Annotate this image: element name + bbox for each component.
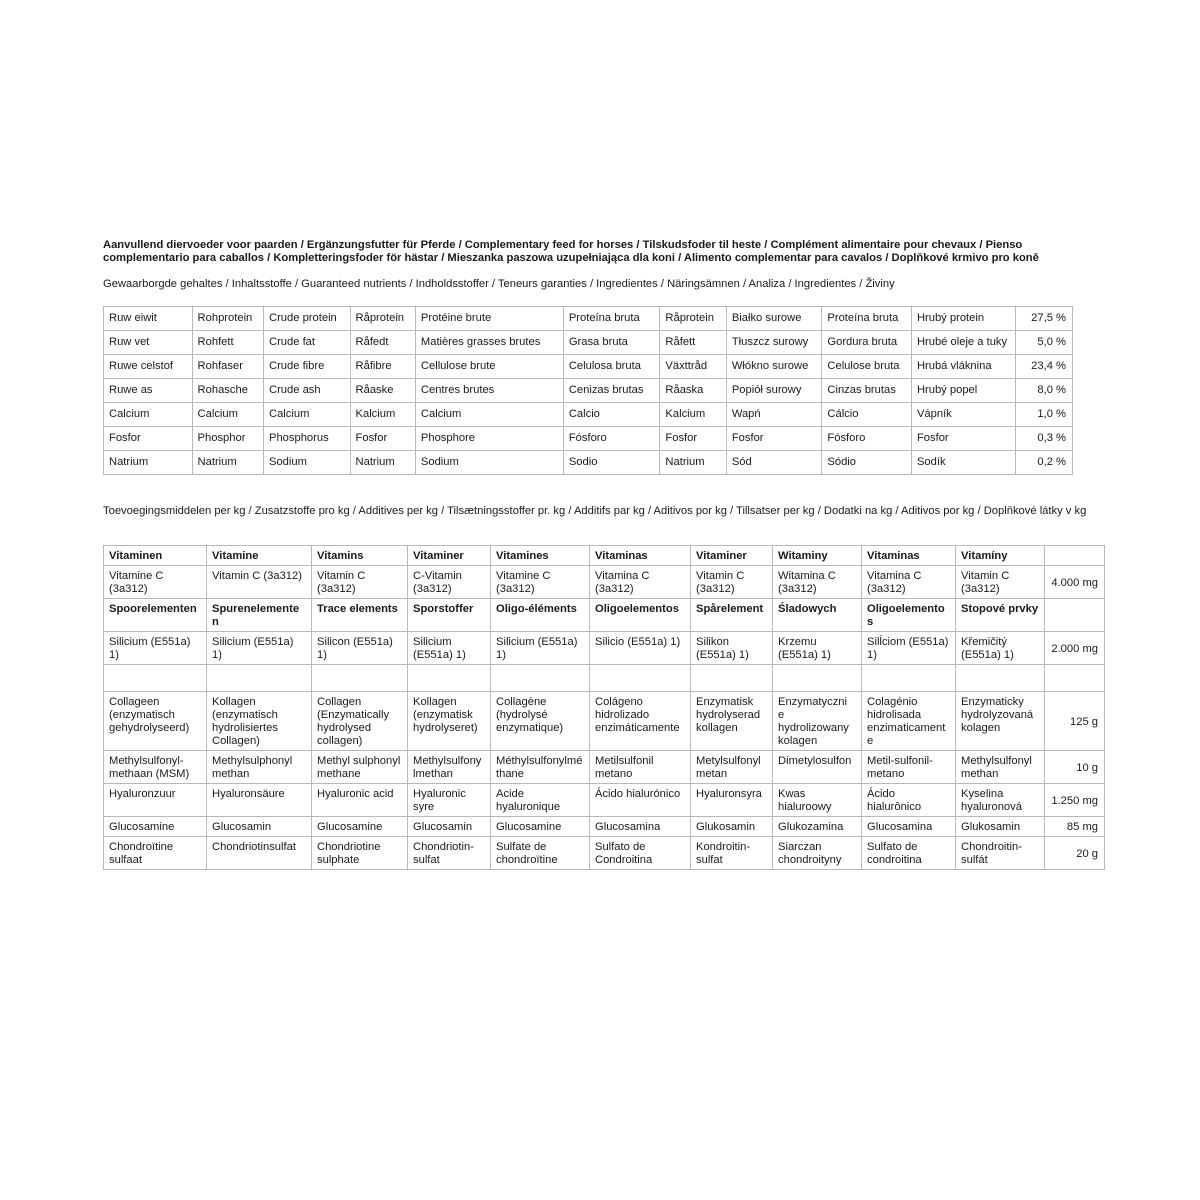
table-cell: Glucosamine: [104, 817, 207, 837]
table-cell: Vitamine C (3a312): [491, 566, 590, 599]
table-cell: Vitamine C (3a312): [104, 566, 207, 599]
table-cell: Protéine brute: [415, 307, 563, 331]
table-cell: Sodium: [263, 451, 350, 475]
table-cell: Gordura bruta: [822, 331, 912, 355]
table-cell: Colágeno hidrolizado enzimáticamente: [590, 692, 691, 751]
table-row: [104, 355, 1073, 379]
table-cell: Hrubé oleje a tuky: [911, 331, 1015, 355]
table-cell: Råfibre: [350, 355, 415, 379]
table-row: [104, 692, 1105, 751]
table-cell: Natrium: [350, 451, 415, 475]
table-cell: Vitaminer: [691, 546, 773, 566]
table-cell: Glukozamina: [773, 817, 862, 837]
table-cell: Matières grasses brutes: [415, 331, 563, 355]
table-cell: Kollagen (enzymatisch hydrolisiertes Collagen): [207, 692, 312, 751]
table-cell: Kyselina hyaluronová: [956, 784, 1045, 817]
table-cell: Sulfato de condroitina: [862, 837, 956, 870]
table-cell: Enzymatyczni e hydrolizowany kolagen: [773, 692, 862, 751]
table-cell: Cenizas brutas: [563, 379, 660, 403]
table-cell: Colagénio hidrolisada enzimaticament e: [862, 692, 956, 751]
additives-table: [103, 545, 1105, 870]
table-cell: Calcium: [104, 403, 193, 427]
table-cell: Ruwe as: [104, 379, 193, 403]
nutrients-heading: Gewaarborgde gehaltes / Inhaltsstoffe / Guaranteed nutrients / Indholdsstoffer / Teneurs garanties / Ingredientes / Näringsämnen / Analiza / Ingredientes / Živiny: [103, 278, 895, 290]
table-cell: Vitaminen: [104, 546, 207, 566]
table-cell: Spårelement: [691, 599, 773, 632]
table-row: [104, 451, 1073, 475]
table-cell: Glucosamin: [207, 817, 312, 837]
table-cell: Silicium (E551a) 1): [408, 632, 491, 665]
table-cell: Witaminy: [773, 546, 862, 566]
table-row: [104, 784, 1105, 817]
table-cell: Silicium (E551a) 1): [104, 632, 207, 665]
table-cell: Natrium: [660, 451, 726, 475]
table-cell: Sodio: [563, 451, 660, 475]
table-cell: Dimetylosulfon: [773, 751, 862, 784]
table-cell: Crude fat: [263, 331, 350, 355]
table-cell: Glucosamin: [408, 817, 491, 837]
table-cell: Hyaluronic syre: [408, 784, 491, 817]
table-cell: Celulosa bruta: [563, 355, 660, 379]
nutrients-table: [103, 306, 1073, 475]
table-cell: Chondriotinsulfat: [207, 837, 312, 870]
table-cell: Chondroitin-sulfát: [956, 837, 1045, 870]
table-cell: Hrubý popel: [911, 379, 1015, 403]
table-cell: Råfett: [660, 331, 726, 355]
table-cell: Glucosamina: [590, 817, 691, 837]
table-cell: Glukosamin: [956, 817, 1045, 837]
table-cell: Vitamíny: [956, 546, 1045, 566]
table-cell: Calcium: [415, 403, 563, 427]
table-row: [104, 427, 1073, 451]
table-row: [104, 379, 1073, 403]
table-cell: Calcio: [563, 403, 660, 427]
table-cell: Råaska: [660, 379, 726, 403]
table-cell: Proteína bruta: [822, 307, 912, 331]
table-row: [104, 307, 1073, 331]
table-cell: Vitamin C (3a312): [312, 566, 408, 599]
table-cell: Glukosamin: [691, 817, 773, 837]
nutrient-value: 0,3 %: [1015, 427, 1072, 451]
table-cell: Metil-sulfonil-metano: [862, 751, 956, 784]
table-cell: Oligoelementos: [590, 599, 691, 632]
table-cell: Hrubá vláknina: [911, 355, 1015, 379]
table-cell: Rohasche: [192, 379, 263, 403]
table-cell: Methyl sulphonyl methane: [312, 751, 408, 784]
table-cell: Kollagen (enzymatisk hydrolyseret): [408, 692, 491, 751]
table-cell: Kalcium: [350, 403, 415, 427]
table-row: [104, 837, 1105, 870]
table-cell: Enzymatisk hydrolyserad kollagen: [691, 692, 773, 751]
table-cell: Silicium (E551a) 1): [491, 632, 590, 665]
table-row: [104, 632, 1105, 665]
table-cell: [207, 665, 312, 692]
group-header-row: [104, 546, 1105, 566]
table-cell: Collageen (enzymatisch gehydrolyseerd): [104, 692, 207, 751]
table-cell: Kwas hialuroowy: [773, 784, 862, 817]
table-cell: Metilsulfonil metano: [590, 751, 691, 784]
group-header-row: [104, 599, 1105, 632]
table-cell: Chondriotine sulphate: [312, 837, 408, 870]
table-cell: Białko surowe: [726, 307, 822, 331]
table-cell: Sodík: [911, 451, 1015, 475]
additives-heading: Toevoegingsmiddelen per kg / Zusatzstoffe pro kg / Additives per kg / Tilsætningsstoffer pr. kg / Additifs par kg / Aditivos por kg / Tillsatser per kg / Dodatki na kg / Aditivos por kg / Doplňkové látky v kg: [103, 505, 1087, 517]
table-cell: [691, 665, 773, 692]
table-cell: Crude ash: [263, 379, 350, 403]
table-row: [104, 817, 1105, 837]
table-cell: Metylsulfonyl metan: [691, 751, 773, 784]
additive-amount: 10 g: [1045, 751, 1105, 784]
additive-amount: 125 g: [1045, 692, 1105, 751]
additive-amount: 2.000 mg: [1045, 632, 1105, 665]
table-cell: Sódio: [822, 451, 912, 475]
table-cell: Centres brutes: [415, 379, 563, 403]
table-cell: Crude protein: [263, 307, 350, 331]
table-cell: Chondriotin-sulfat: [408, 837, 491, 870]
table-cell: Råaske: [350, 379, 415, 403]
table-cell: [773, 665, 862, 692]
table-cell: Vitamina C (3a312): [590, 566, 691, 599]
table-cell: Śladowych: [773, 599, 862, 632]
table-cell: Vitamine: [207, 546, 312, 566]
table-cell: Vitaminer: [408, 546, 491, 566]
table-cell: Råprotein: [350, 307, 415, 331]
table-cell: Kondroitin-sulfat: [691, 837, 773, 870]
table-row: [104, 665, 1105, 692]
table-cell: Hyaluronsäure: [207, 784, 312, 817]
table-cell: Silĺciom (E551a) 1): [862, 632, 956, 665]
additive-amount: 20 g: [1045, 837, 1105, 870]
table-cell: Ruwe celstof: [104, 355, 193, 379]
table-cell: Glucosamine: [312, 817, 408, 837]
table-cell: Fosfor: [911, 427, 1015, 451]
table-cell: Rohprotein: [192, 307, 263, 331]
table-cell: C-Vitamin (3a312): [408, 566, 491, 599]
table-cell: Hyaluronzuur: [104, 784, 207, 817]
table-cell: Collagen (Enzymatically hydrolysed collagen): [312, 692, 408, 751]
table-cell: Ruw eiwit: [104, 307, 193, 331]
table-cell: Methylsulfonyl methan: [956, 751, 1045, 784]
table-cell: Vitamina C (3a312): [862, 566, 956, 599]
table-cell: Spurenelemente n: [207, 599, 312, 632]
table-cell: Rohfaser: [192, 355, 263, 379]
table-cell: Fosfor: [104, 427, 193, 451]
nutrient-value: 5,0 %: [1015, 331, 1072, 355]
table-row: [104, 403, 1073, 427]
table-cell: Glucosamina: [862, 817, 956, 837]
table-cell: Stopové prvky: [956, 599, 1045, 632]
nutrient-value: 27,5 %: [1015, 307, 1072, 331]
table-cell: Ácido hialurónico: [590, 784, 691, 817]
table-cell: Vápník: [911, 403, 1015, 427]
table-cell: Vitamin C (3a312): [956, 566, 1045, 599]
table-cell: Oligo-éléments: [491, 599, 590, 632]
table-cell: Acide hyaluronique: [491, 784, 590, 817]
table-cell: Sodium: [415, 451, 563, 475]
table-cell: Ácido hialurônico: [862, 784, 956, 817]
table-cell: Fósforo: [563, 427, 660, 451]
table-cell: Siarczan chondroityny: [773, 837, 862, 870]
table-cell: Fósforo: [822, 427, 912, 451]
table-cell: Witamina C (3a312): [773, 566, 862, 599]
table-cell: Silicium (E551a) 1): [207, 632, 312, 665]
table-cell: Méthylsulfonylmé thane: [491, 751, 590, 784]
table-cell: Råprotein: [660, 307, 726, 331]
table-cell: Włókno surowe: [726, 355, 822, 379]
table-cell: Spoorelementen: [104, 599, 207, 632]
table-cell: Methylsulfony lmethan: [408, 751, 491, 784]
table-cell: [491, 665, 590, 692]
table-cell: Trace elements: [312, 599, 408, 632]
additive-amount: 1.250 mg: [1045, 784, 1105, 817]
table-cell: Sód: [726, 451, 822, 475]
table-cell: [312, 665, 408, 692]
nutrient-value: 0,2 %: [1015, 451, 1072, 475]
table-cell: Cinzas brutas: [822, 379, 912, 403]
table-cell: Fosfor: [350, 427, 415, 451]
additive-amount: 85 mg: [1045, 817, 1105, 837]
table-cell: Tłuszcz surowy: [726, 331, 822, 355]
table-cell: Råfedt: [350, 331, 415, 355]
table-cell: Vitamines: [491, 546, 590, 566]
table-cell: Křemičitý (E551a) 1): [956, 632, 1045, 665]
table-cell: Natrium: [104, 451, 193, 475]
table-cell: Växttråd: [660, 355, 726, 379]
table-cell: Vitamin C (3a312): [691, 566, 773, 599]
table-cell: Hyaluronic acid: [312, 784, 408, 817]
table-cell: Phosphor: [192, 427, 263, 451]
table-cell: Rohfett: [192, 331, 263, 355]
table-cell: Silikon (E551a) 1): [691, 632, 773, 665]
table-row: [104, 331, 1073, 355]
table-cell: Sulfate de chondroïtine: [491, 837, 590, 870]
table-row: [104, 566, 1105, 599]
table-cell: [956, 665, 1045, 692]
nutrient-value: 1,0 %: [1015, 403, 1072, 427]
table-cell: [862, 665, 956, 692]
table-cell: Methylsulfonyl-methaan (MSM): [104, 751, 207, 784]
table-cell: Natrium: [192, 451, 263, 475]
table-cell: Cellulose brute: [415, 355, 563, 379]
table-cell: Vitaminas: [590, 546, 691, 566]
table-cell: Collagène (hydrolysé enzymatique): [491, 692, 590, 751]
nutrient-value: 23,4 %: [1015, 355, 1072, 379]
table-cell: Vitamin C (3a312): [207, 566, 312, 599]
table-cell: Phosphorus: [263, 427, 350, 451]
table-cell: Phosphore: [415, 427, 563, 451]
table-cell: Popiół surowy: [726, 379, 822, 403]
table-cell: Krzemu (E551a) 1): [773, 632, 862, 665]
table-cell: Kalcium: [660, 403, 726, 427]
additive-amount: [1045, 665, 1105, 692]
table-cell: Silicon (E551a) 1): [312, 632, 408, 665]
table-cell: Vitamins: [312, 546, 408, 566]
table-cell: Methylsulphonyl methan: [207, 751, 312, 784]
table-cell: Oligoelemento s: [862, 599, 956, 632]
table-cell: [104, 665, 207, 692]
table-cell: Enzymaticky hydrolyzovaná kolagen: [956, 692, 1045, 751]
table-cell: Ruw vet: [104, 331, 193, 355]
table-cell: Fosfor: [660, 427, 726, 451]
table-cell: [408, 665, 491, 692]
table-cell: Silicio (E551a) 1): [590, 632, 691, 665]
table-cell: Celulose bruta: [822, 355, 912, 379]
table-cell: Crude fibre: [263, 355, 350, 379]
table-cell: Fosfor: [726, 427, 822, 451]
table-cell: Wapń: [726, 403, 822, 427]
table-cell: Calcium: [263, 403, 350, 427]
table-cell: Sporstoffer: [408, 599, 491, 632]
table-row: [104, 751, 1105, 784]
table-cell: Hrubý protein: [911, 307, 1015, 331]
table-cell: Calcium: [192, 403, 263, 427]
additive-amount: [1045, 546, 1105, 566]
table-cell: Chondroïtine sulfaat: [104, 837, 207, 870]
table-cell: Glucosamine: [491, 817, 590, 837]
table-cell: Proteína bruta: [563, 307, 660, 331]
nutrient-value: 8,0 %: [1015, 379, 1072, 403]
table-cell: Sulfato de Condroitina: [590, 837, 691, 870]
table-cell: Hyaluronsyra: [691, 784, 773, 817]
table-cell: Cálcio: [822, 403, 912, 427]
additive-amount: 4.000 mg: [1045, 566, 1105, 599]
additive-amount: [1045, 599, 1105, 632]
document-title: Aanvullend diervoeder voor paarden / Ergänzungsfutter für Pferde / Complementary feed for horses / Tilskudsfoder til heste / Complément alimentaire pour chevaux / Pienso complementario para caballos / Kompletteringsfoder för hästar / Mieszanka paszowa uzupełniająca dla koni / Alimento complementar para cavalos / Doplňkové krmivo pro koně: [103, 239, 1039, 264]
table-cell: Grasa bruta: [563, 331, 660, 355]
table-cell: [590, 665, 691, 692]
table-cell: Vitaminas: [862, 546, 956, 566]
